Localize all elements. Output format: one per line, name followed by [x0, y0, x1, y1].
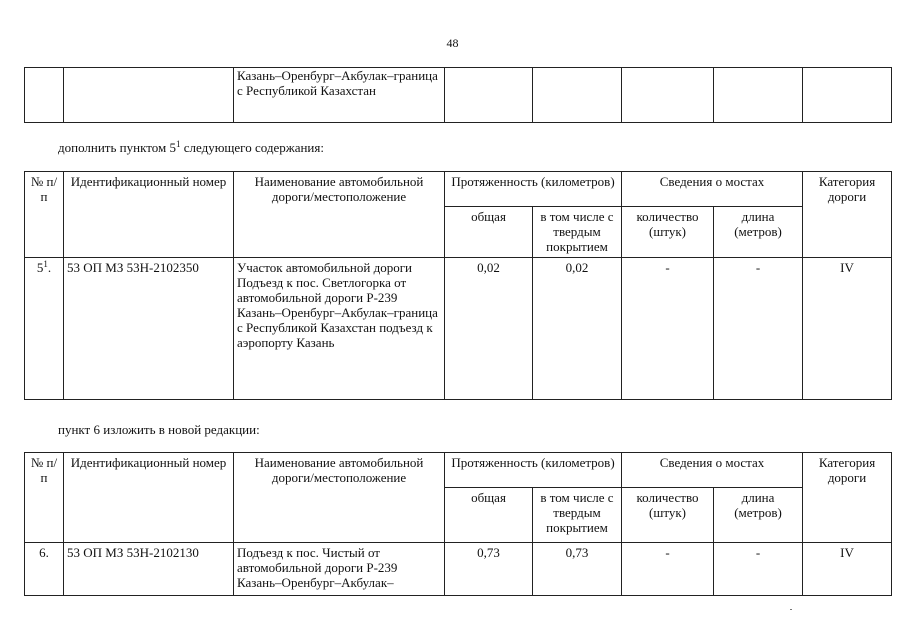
- instruction-paragraph-2: пункт 6 изложить в новой редакции:: [58, 422, 260, 437]
- cell-name: Казань–Оренбург–Акбулак–граница с Республикой Казахстан: [234, 68, 445, 123]
- cell-bridge-length: [714, 68, 803, 123]
- cell-category: IV: [803, 543, 892, 596]
- cell-length-total: 0,02: [445, 258, 533, 400]
- cell-name: Подъезд к пос. Чистый от автомобильной дороги Р-239 Казань–Оренбург–Акбулак–: [234, 543, 445, 596]
- item-6-table: [24, 452, 892, 596]
- cell-num: [25, 68, 64, 123]
- header-category: Категория дороги: [803, 453, 892, 543]
- header-bridge-count: количество (штук): [622, 207, 714, 258]
- cell-num-base: 5: [36, 260, 44, 275]
- header-num: № п/п: [25, 172, 64, 258]
- header-num: № п/п: [25, 453, 64, 543]
- header-length-total: общая: [445, 488, 533, 543]
- cell-length-paved: 0,02: [533, 258, 622, 400]
- cell-bridge-count: -: [622, 258, 714, 400]
- cell-length-total: 0,73: [445, 543, 533, 596]
- cell-num: [25, 258, 64, 400]
- header-bridges: Сведения о мостах: [622, 453, 803, 488]
- header-bridge-length: длина (метров): [714, 488, 803, 543]
- cell-length-total: [445, 68, 533, 123]
- instruction-paragraph: [58, 140, 324, 156]
- instruction-superscript: 1: [175, 139, 181, 149]
- header-id: Идентификационный номер: [64, 172, 234, 258]
- header-length: Протяженность (километров): [445, 172, 622, 207]
- cell-length-paved: [533, 68, 622, 123]
- cell-num: 6.: [25, 543, 64, 596]
- cell-id: [64, 68, 234, 123]
- cell-num-end: .: [47, 260, 52, 275]
- header-name: Наименование автомобильной дороги/местоположение: [234, 453, 445, 543]
- header-id: Идентификационный номер: [64, 453, 234, 543]
- cell-bridge-length: -: [714, 543, 803, 596]
- header-bridges: Сведения о мостах: [622, 172, 803, 207]
- cell-num-superscript: 1: [43, 259, 48, 269]
- scan-speck: [790, 609, 792, 610]
- header-row: [25, 172, 892, 207]
- header-length-total: общая: [445, 207, 533, 258]
- instruction-text-end: следующего содержания:: [180, 140, 324, 155]
- header-row: [25, 453, 892, 488]
- header-name: Наименование автомобильной дороги/местоположение: [234, 172, 445, 258]
- table-row: [25, 68, 892, 123]
- instruction-text: дополнить пунктом 5: [58, 140, 176, 155]
- cell-category: IV: [803, 258, 892, 400]
- table-row: [25, 258, 892, 400]
- cell-length-paved: 0,73: [533, 543, 622, 596]
- table-row: [25, 543, 892, 596]
- header-bridge-count: количество (штук): [622, 488, 714, 543]
- header-length: Протяженность (километров): [445, 453, 622, 488]
- item-51-table: [24, 171, 892, 400]
- header-length-paved: в том числе с твердым покрытием: [533, 488, 622, 543]
- header-bridge-length: длина (метров): [714, 207, 803, 258]
- header-length-paved: в том числе с твердым покрытием: [533, 207, 622, 258]
- cell-bridge-count: [622, 68, 714, 123]
- page-number: 48: [446, 36, 459, 50]
- cell-id: 53 ОП МЗ 53Н-2102350: [64, 258, 234, 400]
- cell-id: 53 ОП МЗ 53Н-2102130: [64, 543, 234, 596]
- cell-name: Участок автомобильной дороги Подъезд к пос. Светлогорка от автомобильной дороги Р-239 Казань–Оренбург–Акбулак–граница с Республикой Казахстан подъезд к аэропорту Казань: [234, 258, 445, 400]
- header-category: Категория дороги: [803, 172, 892, 258]
- cell-bridge-length: -: [714, 258, 803, 400]
- cell-bridge-count: -: [622, 543, 714, 596]
- cell-category: [803, 68, 892, 123]
- continuation-table: [24, 67, 892, 123]
